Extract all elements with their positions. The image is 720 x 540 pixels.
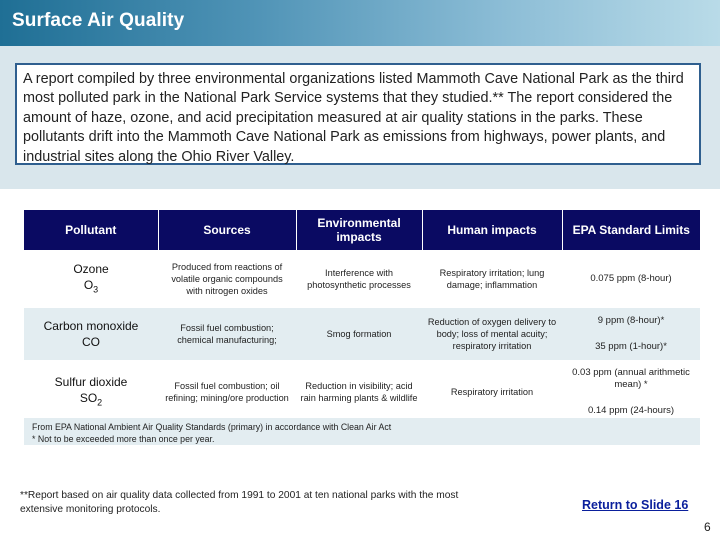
slide-title: Surface Air Quality — [12, 10, 185, 31]
header-environmental-impacts: Environmental impacts — [296, 210, 422, 250]
pollutant-formula-subscript: 3 — [93, 284, 99, 295]
asterisk-note: * Not to be exceeded more than once per year. — [32, 434, 215, 444]
pollutant-formula: SO — [79, 390, 98, 405]
intro-text-box: A report compiled by three environmental organizations listed Mammoth Cave National Park as the third most polluted park in the National Park Service systems that they studied.** The report considered the amount of haze, ozone, and acid precipitation measured at air quality stations in the parks. These pollutants drift into the Mammoth Cave National Park as emissions from highways, power plants, and industrial sites along the Ohio River Valley. — [15, 63, 701, 165]
pollutant-formula: CO — [82, 335, 100, 349]
return-to-slide-link[interactable]: Return to Slide 16 — [582, 498, 689, 512]
epa-limit-value: 9 ppm (8-hour)* — [597, 315, 665, 326]
human-impacts-cell: Reduction of oxygen delivery to body; loss of mental acuity; respiratory irritation — [422, 308, 562, 360]
title-bar — [0, 0, 720, 46]
sources-cell: Fossil fuel combustion; chemical manufacturing; — [158, 308, 296, 360]
header-sources: Sources — [158, 210, 296, 250]
report-footnote: **Report based on air quality data collected from 1991 to 2001 at ten national parks with the most extensive monitoring protocols. — [20, 490, 459, 515]
pollutant-cell — [24, 360, 158, 424]
epa-limit-value: 0.03 ppm (annual arithmetic mean) * — [572, 367, 690, 390]
table-row — [24, 360, 700, 424]
header-pollutant: Pollutant — [24, 210, 158, 250]
pollutant-table — [24, 210, 700, 424]
slide-number: 6 — [704, 520, 711, 534]
environmental-impacts-cell: Reduction in visibility; acid rain harming plants & wildlife — [296, 360, 422, 424]
table-row — [24, 308, 700, 360]
epa-source-note: From EPA National Ambient Air Quality Standards (primary) in accordance with Clean Air Act — [32, 422, 392, 432]
environmental-impacts-cell: Interference with photosynthetic processes — [296, 250, 422, 308]
epa-limit-cell — [562, 250, 700, 308]
environmental-impacts-cell: Smog formation — [296, 308, 422, 360]
human-impacts-cell: Respiratory irritation; lung damage; inflammation — [422, 250, 562, 308]
pollutant-name: Carbon monoxide — [43, 319, 139, 333]
pollutant-cell — [24, 250, 158, 308]
pollutant-name: Sulfur dioxide — [54, 374, 128, 389]
epa-limit-value-secondary: 35 ppm (1-hour)* — [595, 341, 667, 352]
table-row — [24, 250, 700, 308]
pollutant-table-container — [24, 210, 700, 425]
sources-cell: Produced from reactions of volatile organic compounds with nitrogen oxides — [158, 250, 296, 308]
epa-limit-cell — [562, 308, 700, 360]
header-human-impacts: Human impacts — [422, 210, 562, 250]
pollutant-cell — [24, 308, 158, 360]
epa-limit-value: 0.075 ppm (8-hour) — [590, 273, 672, 284]
human-impacts-cell: Respiratory irritation — [422, 360, 562, 424]
header-epa-limits: EPA Standard Limits — [562, 210, 700, 250]
epa-limit-cell — [562, 360, 700, 424]
pollutant-name: Ozone — [73, 261, 109, 276]
epa-limit-value-secondary: 0.14 ppm (24-hours) — [587, 405, 675, 416]
table-header-row — [24, 210, 700, 250]
pollutant-formula-subscript: 2 — [97, 397, 103, 408]
sources-cell: Fossil fuel combustion; oil refining; mining/ore production — [158, 360, 296, 424]
pollutant-formula: O — [83, 277, 94, 292]
